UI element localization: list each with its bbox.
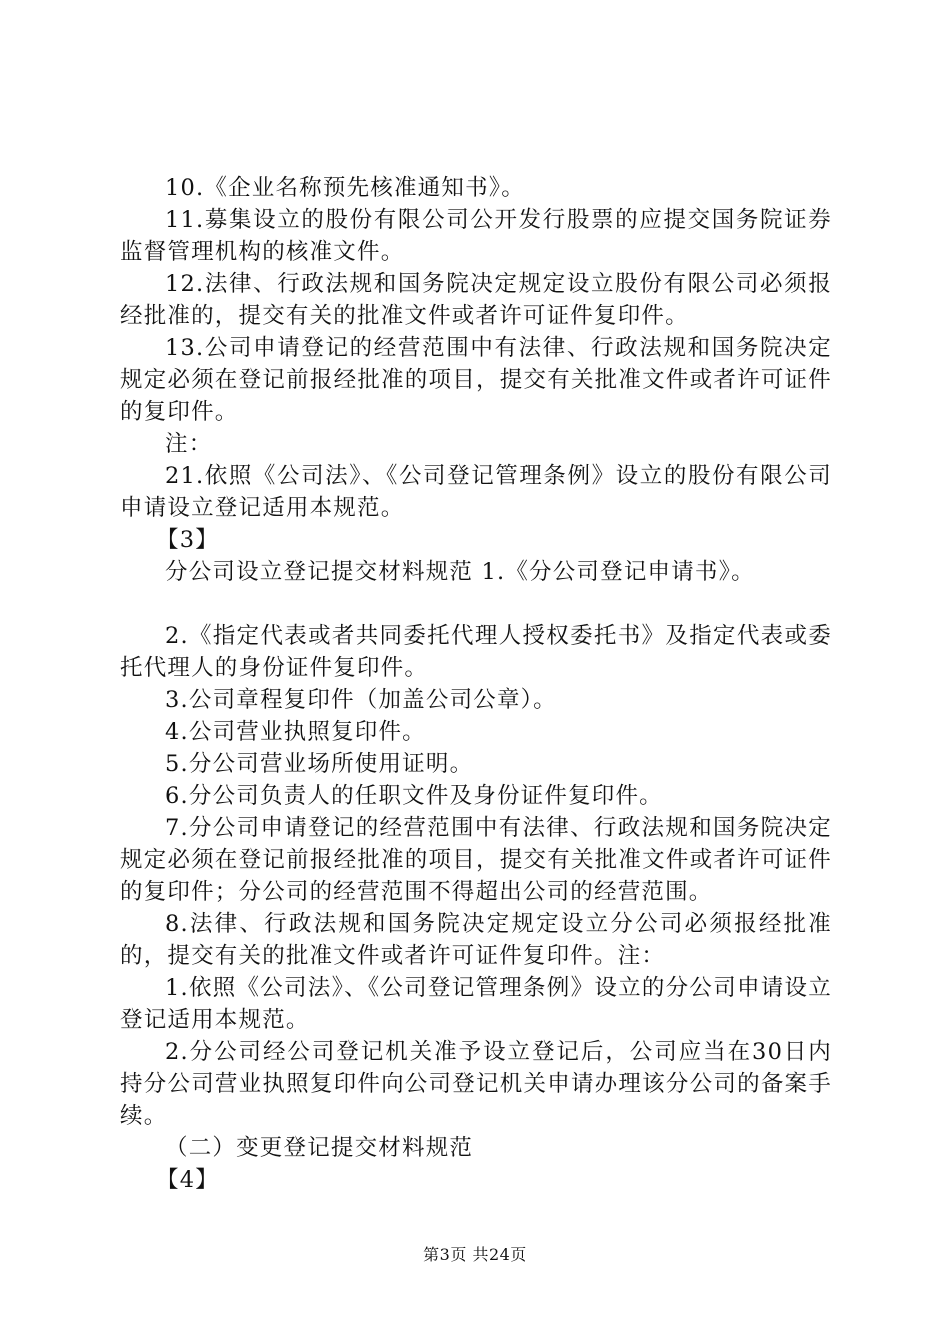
paragraph-item-21: 21.依照《公司法》、《公司登记管理条例》设立的股份有限公司申请设立登记适用本规范。 bbox=[120, 463, 832, 521]
paragraph-item-13: 13.公司申请登记的经营范围中有法律、行政法规和国务院决定规定必须在登记前报经批准的项目，提交有关批准文件或者许可证件的复印件。 bbox=[120, 335, 832, 425]
branch-item-8: 8.法律、行政法规和国务院决定规定设立分公司必须报经批准的，提交有关的批准文件或者许可证件复印件。注： bbox=[120, 911, 832, 969]
branch-item-6: 6.分公司负责人的任职文件及身份证件复印件。 bbox=[165, 783, 663, 809]
branch-item-4: 4.公司营业执照复印件。 bbox=[165, 719, 426, 745]
section-heading-branch: 分公司设立登记提交材料规范 1.《分公司登记申请书》。 bbox=[165, 559, 755, 585]
paragraph-gap bbox=[120, 588, 832, 620]
branch-item-7: 7.分公司申请登记的经营范围中有法律、行政法规和国务院决定规定必须在登记前报经批准的项目，提交有关批准文件或者许可证件的复印件；分公司的经营范围不得超出公司的经营范围。 bbox=[120, 815, 832, 905]
paragraph-item-12: 12.法律、行政法规和国务院决定规定设立股份有限公司必须报经批准的，提交有关的批准文件或者许可证件复印件。 bbox=[120, 271, 832, 329]
section-heading-change: （二）变更登记提交材料规范 bbox=[165, 1135, 474, 1161]
document-body bbox=[120, 172, 832, 1196]
paragraph-item-10: 10.《企业名称预先核准通知书》。 bbox=[165, 175, 525, 201]
note-item-1: 1.依照《公司法》、《公司登记管理条例》设立的分公司申请设立登记适用本规范。 bbox=[120, 975, 832, 1033]
branch-item-2: 2.《指定代表或者共同委托代理人授权委托书》及指定代表或委托代理人的身份证件复印件。 bbox=[120, 623, 832, 681]
branch-item-5: 5.分公司营业场所使用证明。 bbox=[165, 751, 474, 777]
note-label: 注： bbox=[165, 431, 213, 457]
paragraph-item-11: 11.募集设立的股份有限公司公开发行股票的应提交国务院证券监督管理机构的核准文件。 bbox=[120, 207, 832, 265]
note-item-2: 2.分公司经公司登记机关准予设立登记后，公司应当在30日内持分公司营业执照复印件向公司登记机关申请办理该分公司的备案手续。 bbox=[120, 1039, 832, 1129]
section-marker-4: 【4】 bbox=[156, 1167, 219, 1193]
page-footer: 第3页 共24页 bbox=[423, 1245, 527, 1264]
section-marker-3: 【3】 bbox=[156, 527, 219, 553]
branch-item-3: 3.公司章程复印件（加盖公司公章）。 bbox=[165, 687, 557, 713]
